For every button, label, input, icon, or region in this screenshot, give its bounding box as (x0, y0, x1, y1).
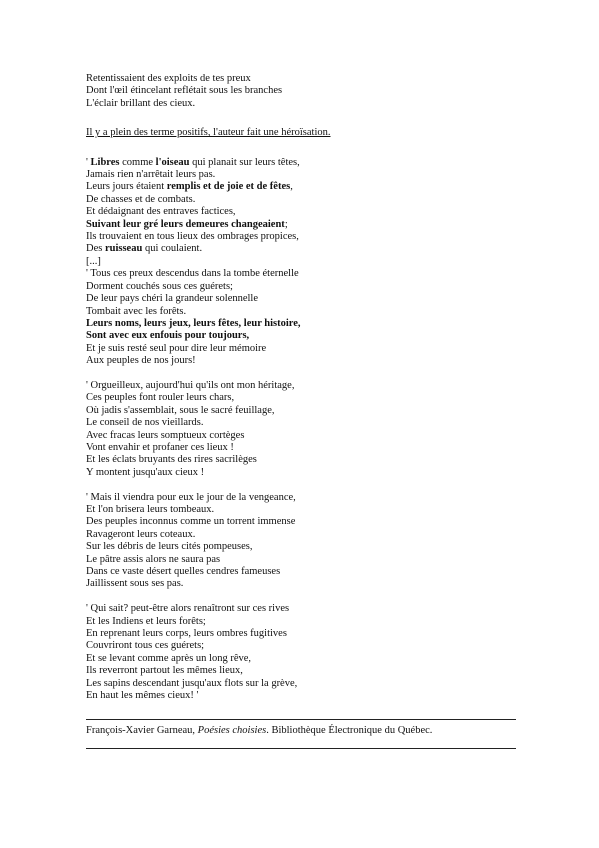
stanza-3 (86, 380, 516, 479)
poem-line: ' Mais il viendra pour eux le jour de la vengeance, (86, 491, 296, 503)
poem-line: Y montent jusqu'aux cieux ! (86, 466, 205, 478)
poem-line: Et les Indiens et leurs forêts; (86, 615, 206, 627)
poem-line: Leurs jours étaient remplis et de joie et de fêtes, (86, 181, 293, 193)
poem-line: ' Libres comme l'oiseau qui planait sur leurs têtes, (86, 156, 300, 168)
poem-line: Ils reverront partout les mêmes lieux, (86, 665, 243, 677)
top-divider (86, 719, 516, 720)
bottom-divider (86, 748, 516, 749)
stanza-2 (86, 268, 516, 367)
poem-line: Sur les débris de leurs cités pompeuses, (86, 541, 253, 553)
poem-line: Et les éclats bruyants des rires sacrilèges (86, 454, 257, 466)
bold-phrase: Leurs noms, leurs jeux, leurs fêtes, leur histoire, (86, 317, 301, 329)
poem-line: Et je suis resté seul pour dire leur mémoire (86, 342, 267, 354)
poem-line: De chasses et de combats. (86, 193, 196, 205)
source-credit (86, 725, 432, 736)
bold-phrase: Sont avec eux enfouis pour toujours, (86, 330, 250, 342)
poem-line: Couvriront tous ces guérets; (86, 640, 205, 652)
poem-line (86, 318, 516, 330)
poem-line: Jaillissent sous ses pas. (86, 578, 184, 590)
poem-line: Des peuples inconnus comme un torrent immense (86, 516, 296, 528)
bold-phrase: Libres (90, 156, 120, 168)
poem-line (86, 330, 516, 342)
credit-author: François-Xavier Garneau, (86, 725, 198, 736)
poem-line: En haut les mêmes cieux! ' (86, 690, 199, 702)
analysis-note: Il y a plein des terme positifs, l'auteur fait une héroïsation. (86, 127, 331, 139)
poem-line: En reprenant leurs corps, leurs ombres fugitives (86, 628, 287, 640)
stanza-5 (86, 603, 516, 702)
bold-phrase: remplis et de joie et de fêtes (166, 181, 291, 193)
poem-line: Où jadis s'assemblait, sous le sacré feuillage, (86, 404, 275, 416)
poem-line: Suivant leur gré leurs demeures changeaient; (86, 218, 288, 230)
poem-line: Et se levant comme après un long rêve, (86, 652, 252, 664)
stanza-4 (86, 492, 516, 591)
credit-source: . Bibliothèque Électronique du Québec. (266, 725, 433, 736)
poem-line: Le conseil de nos vieillards. (86, 417, 204, 429)
poem-line: Et dédaignant des entraves factices, (86, 206, 236, 218)
poem-line: Et l'on brisera leurs tombeaux. (86, 503, 215, 515)
poem-line: ' Orgueilleux, aujourd'hui qu'ils ont mon héritage, (86, 379, 295, 391)
poem-line: Ravageront leurs coteaux. (86, 528, 196, 540)
poem-line: ' Qui sait? peut-être alors renaîtront sur ces rives (86, 603, 290, 615)
poem-page (86, 73, 516, 702)
poem-line: Jamais rien n'arrêtait leurs pas. (86, 169, 216, 181)
poem-line: Le pâtre assis alors ne saura pas (86, 553, 221, 565)
bold-phrase: l'oiseau (155, 156, 190, 168)
poem-line: Dans ce vaste désert quelles cendres fameuses (86, 566, 281, 577)
stanza-1 (86, 157, 516, 269)
poem-line: Ces peuples font rouler leurs chars, (86, 392, 235, 404)
poem-line: Dorment couchés sous ces guérets; (86, 280, 233, 292)
poem-line: Dont l'œil étincelant reflétait sous les branches (86, 85, 283, 97)
intro-stanza (86, 73, 516, 110)
poem-line: Les sapins descendant jusqu'aux flots sur la grève, (86, 677, 298, 689)
credit-title: Poésies choisies (197, 725, 267, 736)
poem-line: Tombait avec les forêts. (86, 305, 187, 317)
poem-line: Aux peuples de nos jours! (86, 355, 196, 367)
ellipsis-line: [...] (86, 255, 101, 267)
bold-phrase: Suivant leur gré leurs demeures changeaient (86, 218, 285, 230)
poem-line: ' Tous ces preux descendus dans la tombe éternelle (86, 268, 299, 280)
poem-line: Vont envahir et profaner ces lieux ! (86, 441, 234, 453)
poem-line: Avec fracas leurs somptueux cortèges (86, 429, 245, 441)
poem-line: Retentissaient des exploits de tes preux (86, 73, 251, 84)
poem-line: L'éclair brillant des cieux. (86, 97, 196, 109)
poem-line: De leur pays chéri la grandeur solennelle (86, 293, 259, 305)
poem-line: Ils trouvaient en tous lieux des ombrages propices, (86, 231, 299, 243)
poem-line: Des ruisseau qui coulaient. (86, 243, 203, 255)
bold-phrase: ruisseau (104, 243, 143, 255)
